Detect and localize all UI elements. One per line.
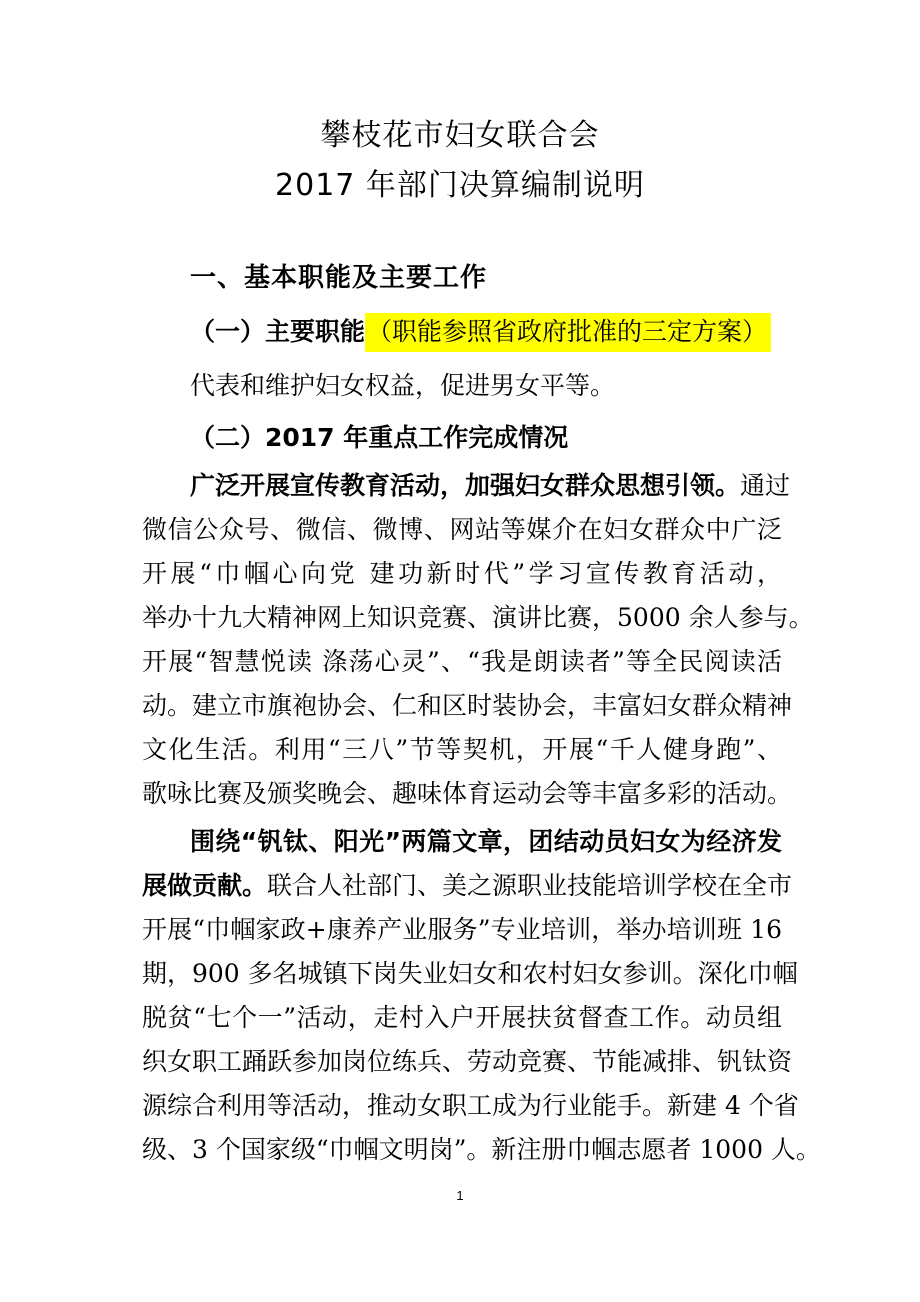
subsection-label: （一）主要职能	[190, 317, 366, 346]
paragraph-line: 开展“巾帼家政+康养产业服务”专业培训，举办培训班 16	[142, 915, 782, 944]
document-title: 攀枝花市妇女联合会	[320, 118, 600, 153]
paragraph-line: 源综合利用等活动，推动女职工成为行业能手。新建 4 个省	[142, 1091, 799, 1120]
paragraph-line: 展做贡献。联合人社部门、美之源职业技能培训学校在全市	[142, 871, 793, 900]
paragraph-line: 级、3 个国家级“巾帼文明岗”。新注册巾帼志愿者 1000 人。	[142, 1135, 821, 1164]
paragraph-line: 广泛开展宣传教育活动，加强妇女群众思想引领。通过	[190, 471, 791, 500]
paragraph-line: 织女职工踊跃参加岗位练兵、劳动竞赛、节能减排、钒钛资	[142, 1047, 793, 1076]
paragraph-line: 开展“智慧悦读 涤荡心灵”、“我是朗读者”等全民阅读活	[142, 647, 782, 676]
section-heading: 一、基本职能及主要工作	[190, 263, 488, 293]
subsection-heading-work: （二）2017 年重点工作完成情况	[190, 423, 569, 452]
paragraph-line: 开展“巾帼心向党 建功新时代”学习宣传教育活动，	[142, 559, 782, 588]
functions-text: 代表和维护妇女权益，促进男女平等。	[190, 371, 616, 400]
paragraph-line: 脱贫“七个一”活动，走村入户开展扶贫督查工作。动员组	[142, 1003, 782, 1032]
paragraph-line: 文化生活。利用“三八”节等契机，开展“千人健身跑”、	[142, 735, 782, 764]
page-number: 1	[456, 1188, 464, 1203]
paragraph-line: 动。建立市旗袍协会、仁和区时装协会，丰富妇女群众精神	[142, 691, 793, 720]
paragraph-line: 举办十九大精神网上知识竞赛、演讲比赛，5000 余人参与。	[142, 603, 814, 632]
paragraph-lead: 围绕“钒钛、阳光”两篇文章，团结动员妇女为经济发	[190, 827, 782, 856]
paragraph-line: 期，900 多名城镇下岗失业妇女和农村妇女参训。深化巾帼	[142, 959, 798, 988]
highlighted-note: （职能参照省政府批准的三定方案）	[365, 313, 771, 352]
subsection-heading-functions	[190, 310, 771, 354]
document-subtitle: 2017 年部门决算编制说明	[275, 168, 645, 203]
paragraph-line: 歌咏比赛及颁奖晚会、趣味体育运动会等丰富多彩的活动。	[142, 779, 793, 808]
paragraph-line: 微信公众号、微信、微博、网站等媒介在妇女群众中广泛	[142, 515, 782, 544]
paragraph-lead: 广泛开展宣传教育活动，加强妇女群众思想引领。	[190, 471, 741, 500]
